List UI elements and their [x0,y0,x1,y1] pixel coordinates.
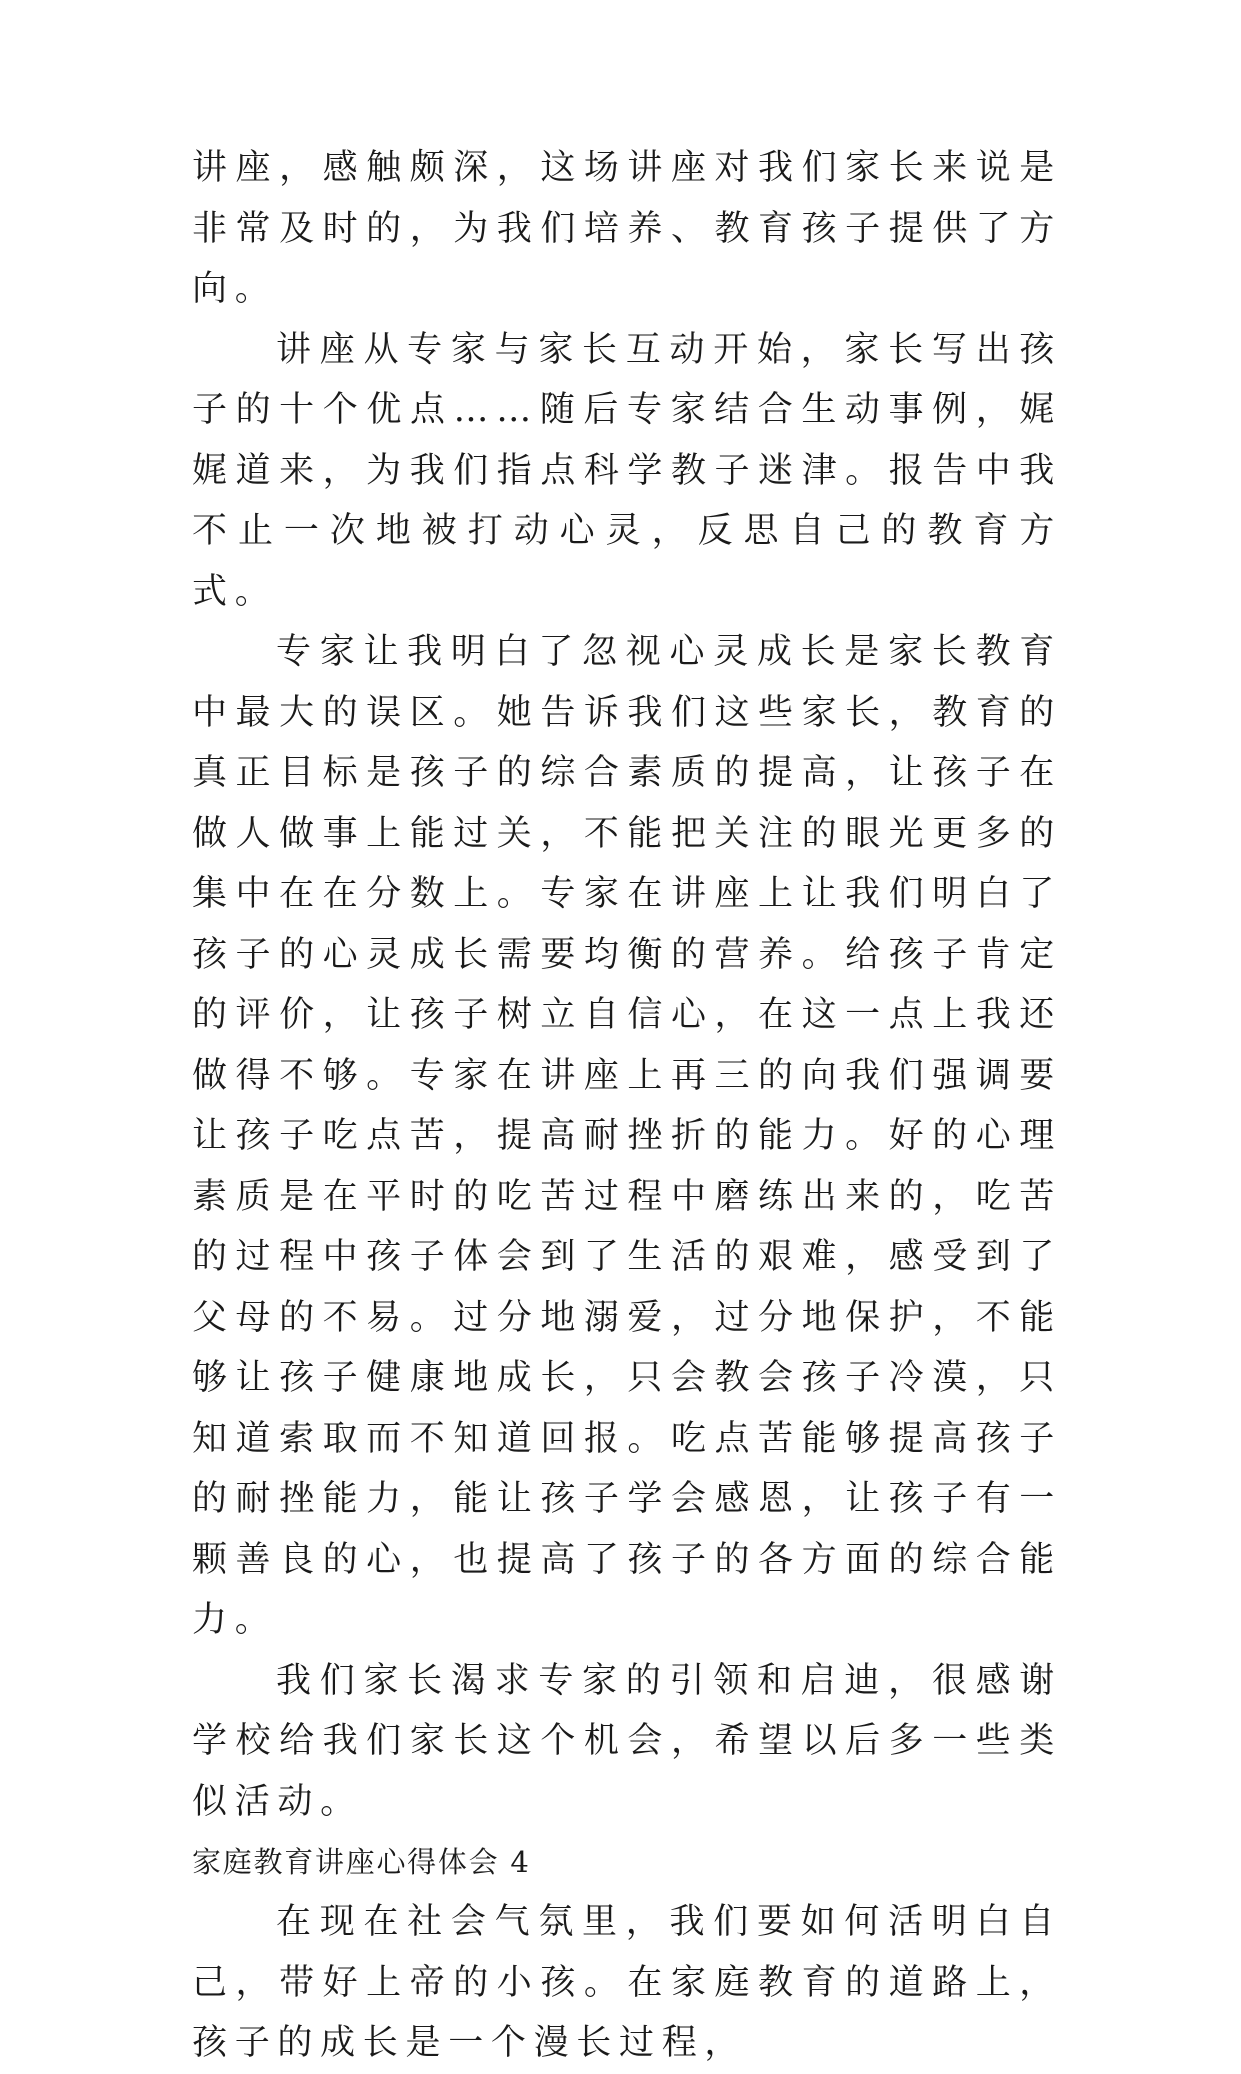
paragraph-4: 我们家长渴求专家的引领和启迪，很感谢学校给我们家长这个机会，希望以后多一些类似活动。 [192,1660,1062,1822]
paragraph-2: 讲座从专家与家长互动开始，家长写出孩子的十个优点……随后专家结合生动事例，娓娓道来，为我们指点科学教子迷津。报告中我不止一次地被打动心灵，反思自己的教育方式。 [192,329,1062,612]
paragraph-1: 讲座，感触颇深，这场讲座对我们家长来说是非常及时的，为我们培养、教育孩子提供了方向。 [192,148,1062,309]
paragraph-5: 在现在社会气氛里，我们要如何活明白自己，带好上帝的小孩。在家庭教育的道路上，孩子的成长是一个漫长过程， [192,1902,1062,2063]
section-heading: 家庭教育讲座心得体会 4 [192,1845,531,1879]
paragraph-3: 专家让我明白了忽视心灵成长是家长教育中最大的误区。她告诉我们这些家长，教育的真正目标是孩子的综合素质的提高，让孩子在做人做事上能过关，不能把关注的眼光更多的集中在在分数上。专家在讲座上让我们明白了孩子的心灵成长需要均衡的营养。给孩子肯定的评价，让孩子树立自信心，在这一点上我还做得不够。专家在讲座上再三的向我们强调要让孩子吃点苦，提高耐挫折的能力。好的心理素质是在平时的吃苦过程中磨练出来的，吃苦的过程中孩子体会到了生活的艰难，感受到了父母的不易。过分地溺爱，过分地保护，不能够让孩子健康地成长，只会教会孩子冷漠，只知道索取而不知道回报。吃点苦能够提高孩子的耐挫能力，能让孩子学会感恩，让孩子有一颗善良的心，也提高了孩子的各方面的综合能力。 [192,632,1062,1640]
document-body [192,138,1062,2074]
